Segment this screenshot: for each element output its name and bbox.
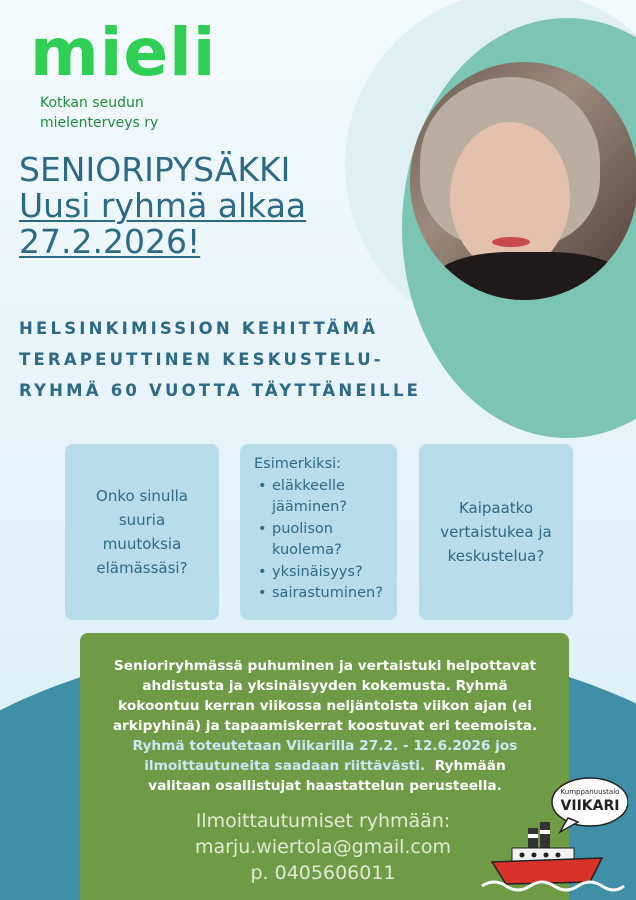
- title-line2: Uusi ryhmä alkaa: [19, 186, 307, 225]
- card-changes: [65, 444, 219, 620]
- viikari-logo: [478, 770, 628, 892]
- card-right-line: vertaistukea ja: [440, 523, 552, 541]
- card-left-line: muutoksia: [102, 535, 182, 553]
- subtitle-line2: TERAPEUTTINEN KESKUSTELU-: [19, 350, 384, 369]
- logo-word: mieli: [30, 14, 217, 91]
- list-item: • yksinäisyys?: [258, 562, 383, 584]
- ship-icon: [478, 770, 628, 892]
- list-item: • sairastuminen?: [258, 583, 383, 605]
- subtitle: [19, 313, 449, 406]
- page-title: [19, 152, 306, 260]
- card-right-line: keskustelua?: [447, 547, 545, 565]
- partner-small: Kumppanuustalo: [560, 788, 620, 796]
- contact-info: [150, 808, 496, 886]
- examples-list: [254, 476, 383, 605]
- mieli-logo: [30, 14, 217, 91]
- partner-name: VIIKARI: [560, 798, 620, 814]
- subtitle-line1: HELSINKIMISSION KEHITTÄMÄ: [19, 319, 379, 338]
- info-text: Senioriryhmässä puhuminen ja vertaistuki helpottavat ahdistusta ja yksinäisyyden kokemusta. Ryhmä kokoontuu kerran viikossa neljäntoista viikon ajan (ei arkipyhinä) ja tapaamiskerrat koostuvat eri teemoista. Ryhmä toteutetaan Viikarilla 27.2. - 12.6.2026 jos ilmoittautuneita saadaan riittävästi. Ryhmään valitaan osallistujat haastattelun perusteella.: [112, 658, 538, 794]
- list-item: • puolison kuolema?: [258, 519, 383, 562]
- portrait-photo: [410, 62, 636, 300]
- subtitle-line3: RYHMÄ 60 VUOTTA TÄYTTÄNEILLE: [19, 381, 422, 400]
- logo-subtitle: [40, 93, 240, 133]
- title-line1: SENIORIPYSÄKKI: [19, 150, 291, 189]
- card-right-line: Kaipaatko: [458, 499, 534, 517]
- card-left-line: elämässäsi?: [96, 559, 188, 577]
- card-left-line: suuria: [118, 511, 166, 529]
- card-examples: [240, 444, 397, 620]
- card-peer-support: [419, 444, 573, 620]
- card-left-line: Onko sinulla: [96, 487, 188, 505]
- examples-heading: Esimerkiksi:: [254, 456, 342, 472]
- list-item: • eläkkeelle jääminen?: [258, 476, 383, 519]
- contact-phone[interactable]: p. 0405606011: [250, 862, 396, 884]
- contact-heading: Ilmoittautumiset ryhmään:: [195, 810, 451, 832]
- logo-subtitle-line1: Kotkan seudun: [40, 95, 144, 111]
- contact-email[interactable]: marju.wiertola@gmail.com: [194, 836, 452, 858]
- logo-subtitle-line2: mielenterveys ry: [40, 115, 159, 131]
- title-line3: 27.2.2026!: [19, 222, 201, 261]
